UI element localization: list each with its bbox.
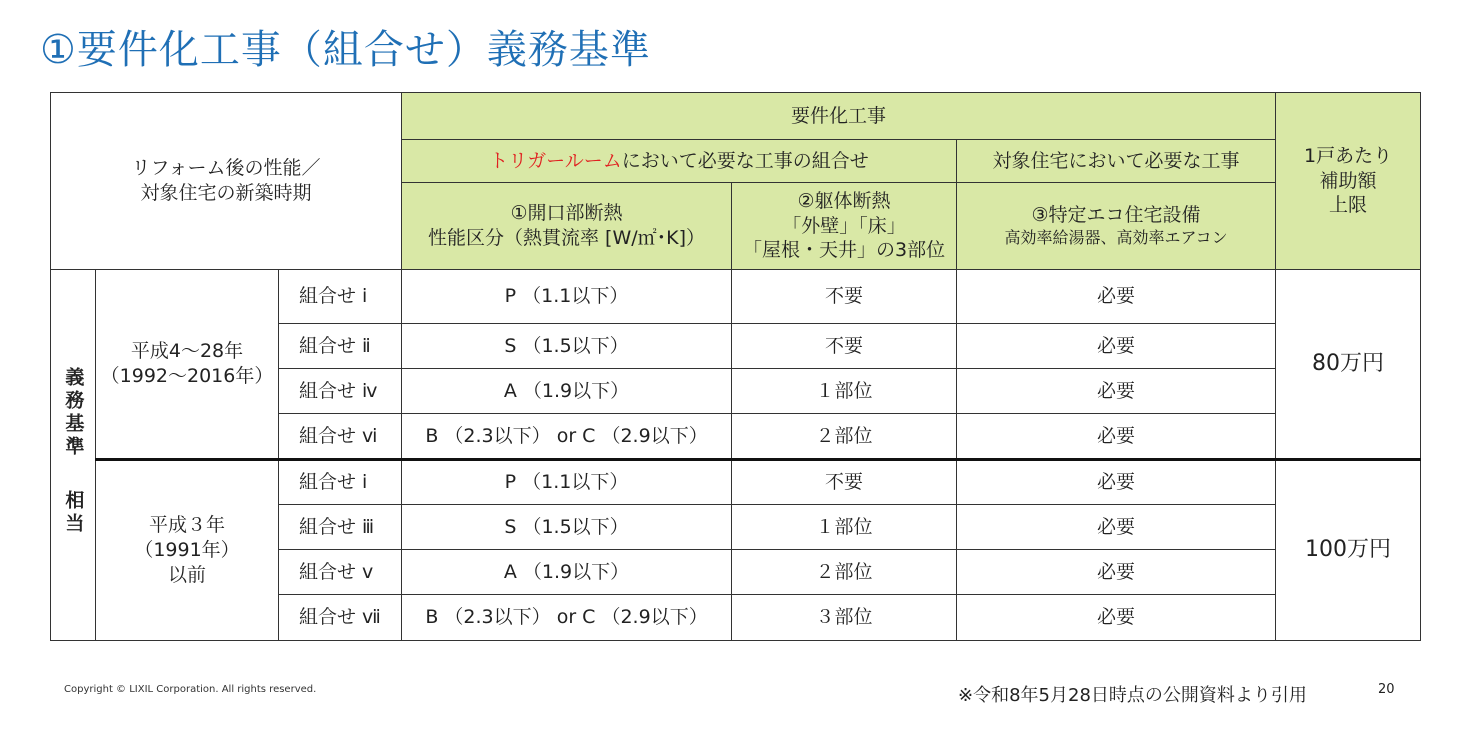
opening-cell: B （2.3以下） or C （2.9以下） [402, 595, 732, 641]
opening-cell: B （2.3以下） or C （2.9以下） [402, 414, 732, 460]
combo-cell: 組合せ ⅲ [279, 505, 402, 550]
body-cell: ３部位 [732, 595, 957, 641]
period-line2: （1992～2016年） [100, 365, 274, 387]
header-trigger-room [402, 140, 957, 183]
body-line1: ②躯体断熱 [797, 189, 891, 212]
equip-cell: 必要 [957, 414, 1276, 460]
combo-cell: 組合せ ⅳ [279, 369, 402, 414]
combo-cell: 組合せ ⅶ [279, 595, 402, 641]
header-subsidy-line3: 上限 [1329, 194, 1368, 217]
header-target-house: 対象住宅において必要な工事 [957, 140, 1276, 183]
equip-cell: 必要 [957, 550, 1276, 595]
period-cell [96, 270, 279, 460]
equip-cell: 必要 [957, 595, 1276, 641]
body-cell: 不要 [732, 270, 957, 324]
equip-cell: 必要 [957, 270, 1276, 324]
subsidy-cell: 100万円 [1276, 460, 1421, 641]
body-cell: １部位 [732, 505, 957, 550]
opening-cell: A （1.9以下） [402, 369, 732, 414]
trigger-room-label: トリガールーム [489, 149, 622, 172]
header-eco-equipment [957, 183, 1276, 270]
combo-cell: 組合せ ⅰ [279, 460, 402, 505]
page-title: ①要件化工事（組合せ）義務基準 [40, 27, 651, 73]
equip-cell: 必要 [957, 460, 1276, 505]
header-left-line1: リフォーム後の性能／ [131, 157, 321, 180]
header-subsidy [1276, 93, 1421, 270]
equip-line1: ③特定エコ住宅設備 [1031, 204, 1201, 227]
body-line2: 「外壁」「床」 [782, 214, 906, 237]
side-label-top: 義務基準 [62, 366, 85, 459]
source-note: ※令和8年5月28日時点の公開資料より引用 [958, 685, 1307, 706]
period-line1: 平成３年 [148, 514, 225, 537]
side-label [51, 270, 96, 641]
header-left-line2: 対象住宅の新築時期 [140, 182, 312, 204]
equip-cell: 必要 [957, 324, 1276, 369]
requirement-table [50, 92, 1421, 641]
header-subsidy-line1: 1戸あたり [1304, 144, 1393, 167]
period-line3: 以前 [167, 563, 206, 586]
table-row [51, 460, 1421, 505]
combo-cell: 組合せ ⅵ [279, 414, 402, 460]
period-line1: 平成4～28年 [130, 340, 244, 363]
opening-cell: A （1.9以下） [402, 550, 732, 595]
combo-cell: 組合せ ⅱ [279, 324, 402, 369]
opening-line1: ①開口部断熱 [510, 202, 623, 225]
body-cell: ２部位 [732, 550, 957, 595]
body-cell: 不要 [732, 460, 957, 505]
header-body-insulation [732, 183, 957, 270]
combo-cell: 組合せ ⅴ [279, 550, 402, 595]
subsidy-cell: 80万円 [1276, 270, 1421, 460]
body-cell: １部位 [732, 369, 957, 414]
page-number: 20 [1378, 682, 1395, 697]
opening-cell: P （1.1以下） [402, 460, 732, 505]
opening-line2: 性能区分（熱貫流率 [W/㎡･K]） [428, 227, 706, 249]
opening-cell: P （1.1以下） [402, 270, 732, 324]
equip-line2: 高効率給湯器、高効率エアコン [1004, 227, 1228, 247]
header-opening-insulation [402, 183, 732, 270]
side-label-bottom: 相当 [62, 490, 85, 537]
period-cell [96, 460, 279, 641]
header-subsidy-line2: 補助額 [1319, 169, 1377, 192]
combo-cell: 組合せ ⅰ [279, 270, 402, 324]
table-row [51, 270, 1421, 324]
copyright: Copyright © LIXIL Corporation. All rights reserved. [64, 684, 317, 695]
header-performance-period [51, 93, 402, 270]
body-line3: 「屋根・天井」の3部位 [742, 239, 946, 262]
trigger-room-rest: において必要な工事の組合せ [621, 149, 869, 172]
body-cell: ２部位 [732, 414, 957, 460]
header-requirement: 要件化工事 [402, 93, 1276, 140]
opening-cell: S （1.5以下） [402, 505, 732, 550]
opening-cell: S （1.5以下） [402, 324, 732, 369]
period-line2: （1991年） [134, 539, 240, 562]
body-cell: 不要 [732, 324, 957, 369]
equip-cell: 必要 [957, 369, 1276, 414]
equip-cell: 必要 [957, 505, 1276, 550]
